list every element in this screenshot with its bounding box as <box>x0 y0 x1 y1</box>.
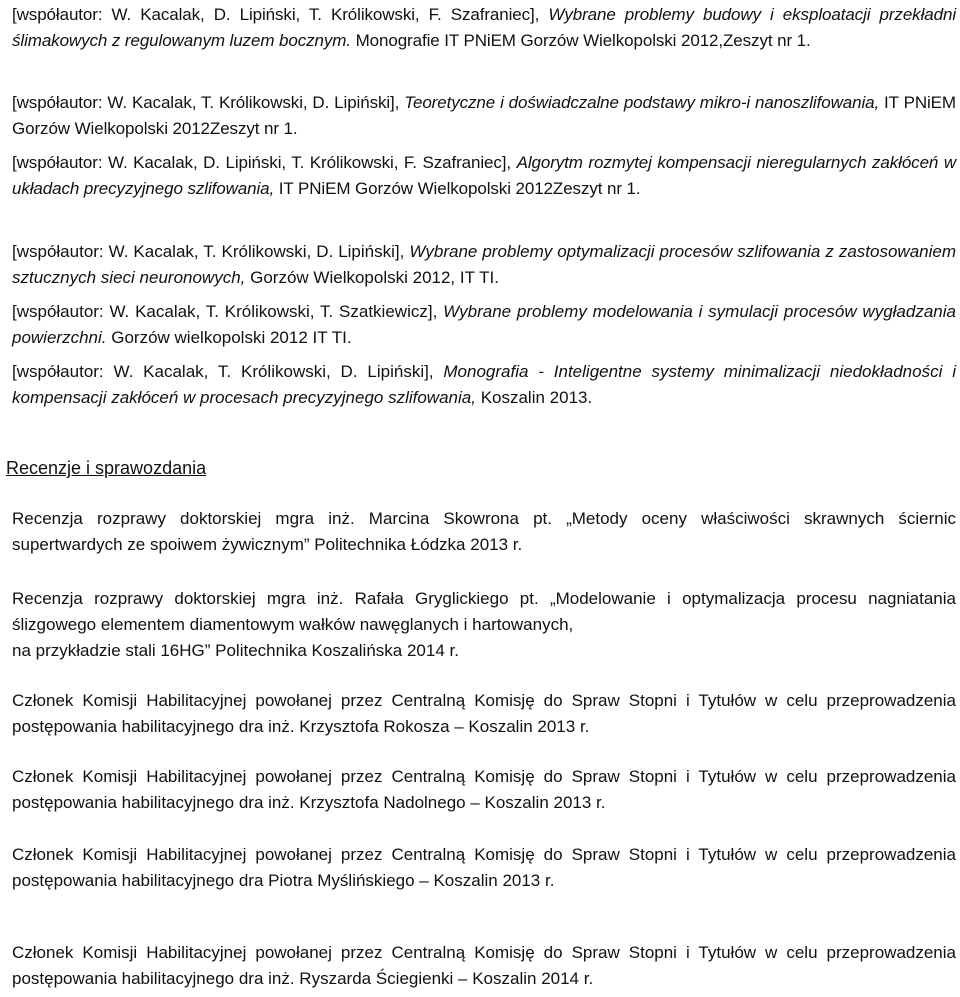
publication-details: IT PNiEM Gorzów Wielkopolski 2012Zeszyt nr 1. <box>278 179 641 198</box>
committee-entry: Członek Komisji Habilitacyjnej powołanej przez Centralną Komisję do Spraw Stopni i Tytułów w celu przeprowadzenia postępowania habilitacyjnego dra inż. Krzysztofa Rokosza – Koszalin 2013 r. <box>12 691 956 736</box>
section-heading: Recenzje i sprawozdania <box>6 458 207 478</box>
review-entry: Recenzja rozprawy doktorskiej mgra inż. Marcina Skowrona pt. „Metody oceny właściwości skrawnych ściernic supertwardych ze spoiwem żywicznym” Politechnika Łódzka 2013 r. <box>12 509 956 554</box>
publication-entry <box>12 150 956 202</box>
publication-details: Monografie IT PNiEM Gorzów Wielkopolski 2012,Zeszyt nr 1. <box>355 31 811 50</box>
committee-entry: Członek Komisji Habilitacyjnej powołanej przez Centralną Komisję do Spraw Stopni i Tytułów w celu przeprowadzenia postępowania habilitacyjnego dra inż. Krzysztofa Nadolnego – Koszalin 2013 r. <box>12 767 956 812</box>
publication-details: Gorzów wielkopolski 2012 IT TI. <box>111 328 352 347</box>
committee-entry: Członek Komisji Habilitacyjnej powołanej przez Centralną Komisję do Spraw Stopni i Tytułów w celu przeprowadzenia postępowania habilitacyjnego dra inż. Ryszarda Ściegienki – Koszalin 2014 r. <box>12 943 956 988</box>
publication-title: Monografia - Inteligentne systemy minimalizacji niedokładności i kompensacji zakłóceń w procesach precyzyjnego szlifowania, <box>12 362 956 407</box>
publication-authors: [współautor: W. Kacalak, T. Królikowski, D. Lipiński], <box>12 93 400 112</box>
publication-details: IT PNiEM Gorzów Wielkopolski 2012Zeszyt nr 1. <box>12 93 956 138</box>
publication-authors: [współautor: W. Kacalak, D. Lipiński, T. Królikowski, F. Szafraniec], <box>12 5 540 24</box>
committee-entry: Członek Komisji Habilitacyjnej powołanej przez Centralną Komisję do Spraw Stopni i Tytułów w celu przeprowadzenia postępowania habilitacyjnego dra Piotra Myślińskiego – Koszalin 2013 r. <box>12 845 956 890</box>
publication-details: Gorzów Wielkopolski 2012, IT TI. <box>250 268 499 287</box>
publication-title: Wybrane problemy budowy i eksploatacji przekładni ślimakowych z regulowanym luzem bocznym. <box>12 5 956 50</box>
publication-title: Wybrane problemy modelowania i symulacji procesów wygładzania powierzchni. <box>12 302 956 347</box>
publication-authors: [współautor: W. Kacalak, T. Królikowski, T. Szatkiewicz], <box>12 302 438 321</box>
publication-entry <box>12 299 956 351</box>
publication-title: Teoretyczne i doświadczalne podstawy mikro-i nanoszlifowania, <box>404 93 880 112</box>
publication-details: Koszalin 2013. <box>480 388 593 407</box>
publication-authors: [współautor: W. Kacalak, T. Królikowski, D. Lipiński], <box>12 242 405 261</box>
publication-entry <box>12 239 956 291</box>
review-entry: Recenzja rozprawy doktorskiej mgra inż. Rafała Gryglickiego pt. „Modelowanie i optymalizacja procesu nagniatania ślizgowego elementem diamentowym wałków nawęglanych i hartowanych, <box>12 589 956 634</box>
publication-title: Algorytm rozmytej kompensacji nieregularnych zakłóceń w układach precyzyjnego szlifowania, <box>12 153 957 198</box>
review-entry-continuation: na przykładzie stali 16HG” Politechnika Koszalińska 2014 r. <box>12 641 459 660</box>
publication-entry <box>12 2 956 54</box>
publication-authors: [współautor: W. Kacalak, D. Lipiński, T. Królikowski, F. Szafraniec], <box>12 153 512 172</box>
publication-entry <box>12 90 956 142</box>
publication-entry <box>12 359 956 411</box>
publication-title: Wybrane problemy optymalizacji procesów szlifowania z zastosowaniem sztucznych sieci neuronowych, <box>12 242 956 287</box>
publication-authors: [współautor: W. Kacalak, T. Królikowski, D. Lipiński], <box>12 362 434 381</box>
